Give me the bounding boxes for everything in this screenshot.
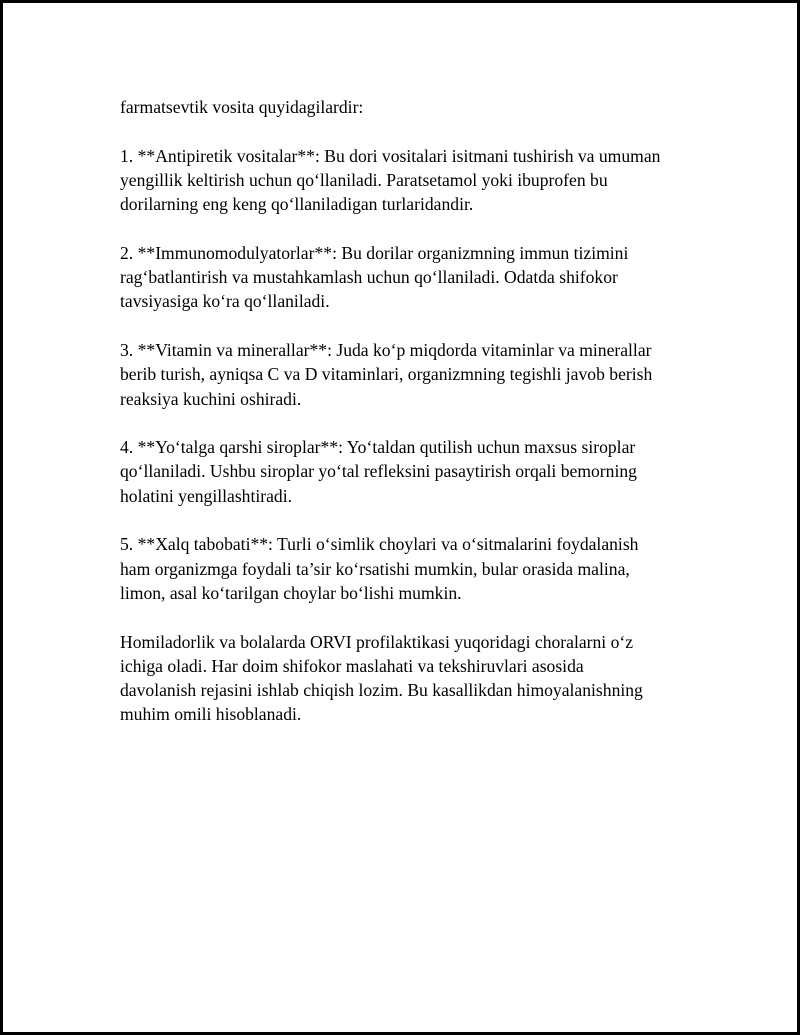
- list-item-line: dorilarning eng keng qo‘llaniladigan turlaridandir.: [120, 194, 474, 215]
- list-item-cough-syrups: [120, 435, 720, 508]
- list-item-line: limon, asal ko‘tarilgan choylar bo‘lishi mumkin.: [120, 582, 462, 603]
- list-item-line: 5. **Xalq tabobati**: Turli o‘simlik choylari va o‘sitmalarini foydalanish: [120, 534, 639, 555]
- list-item-line: 4. **Yo‘talga qarshi siroplar**: Yo‘taldan qutilish uchun maxsus siroplar: [120, 437, 636, 458]
- conclusion-line: Homiladorlik va bolalarda ORVI profilaktikasi yuqoridagi choralarni o‘z: [120, 631, 634, 652]
- conclusion-paragraph: [120, 630, 720, 727]
- list-item-line: reaksiya kuchini oshiradi.: [120, 388, 302, 409]
- list-item-vitamins: [120, 338, 720, 411]
- conclusion-line: muhim omili hisoblanadi.: [120, 704, 302, 725]
- intro-line: farmatsevtik vosita quyidagilardir:: [120, 97, 364, 117]
- intro-paragraph: [120, 95, 720, 119]
- list-item-line: qo‘llaniladi. Ushbu siroplar yo‘tal refleksini pasaytirish orqali bemorning: [120, 461, 637, 482]
- list-item-line: ham organizmga foydali ta’sir ko‘rsatishi mumkin, bular orasida malina,: [120, 558, 630, 579]
- document-body: [120, 95, 720, 751]
- list-item-line: 2. **Immunomodulyatorlar**: Bu dorilar organizmning immun tizimini: [120, 242, 629, 263]
- list-item-immunomodulators: [120, 241, 720, 314]
- list-item-antipyretics: [120, 144, 720, 217]
- list-item-line: yengillik keltirish uchun qo‘llaniladi. Paratsetamol yoki ibuprofen bu: [120, 169, 608, 190]
- list-item-line: 1. **Antipiretik vositalar**: Bu dori vositalari isitmani tushirish va umuman: [120, 145, 661, 166]
- list-item-line: tavsiyasiga ko‘ra qo‘llaniladi.: [120, 291, 330, 312]
- conclusion-line: ichiga oladi. Har doim shifokor maslahati va tekshiruvlari asosida: [120, 655, 584, 676]
- conclusion-line: davolanish rejasini ishlab chiqish lozim. Bu kasallikdan himoyalanishning: [120, 680, 643, 701]
- list-item-folk-medicine: [120, 532, 720, 605]
- list-item-line: berib turish, ayniqsa C va D vitaminlari, organizmning tegishli javob berish: [120, 364, 653, 385]
- list-item-line: holatini yengillashtiradi.: [120, 485, 292, 506]
- list-item-line: rag‘batlantirish va mustahkamlash uchun qo‘llaniladi. Odatda shifokor: [120, 267, 618, 288]
- list-item-line: 3. **Vitamin va minerallar**: Juda ko‘p miqdorda vitaminlar va minerallar: [120, 339, 652, 360]
